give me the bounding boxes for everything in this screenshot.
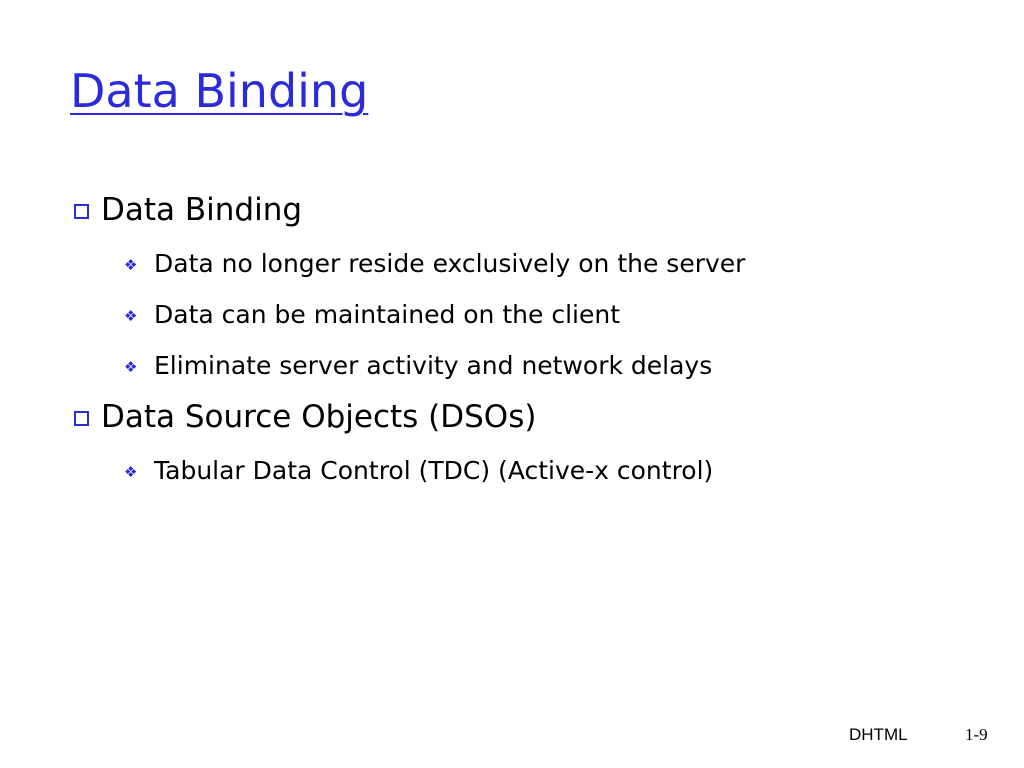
bullet-list bbox=[74, 186, 974, 496]
diamond-bullet-icon: ❖ bbox=[124, 463, 138, 481]
sub-bullet-item bbox=[124, 289, 974, 340]
sub-bullet-item bbox=[124, 445, 974, 496]
diamond-bullet-icon: ❖ bbox=[124, 307, 138, 325]
slide-title: Data Binding bbox=[70, 64, 369, 118]
sub-bullet-text: Data no longer reside exclusively on the server bbox=[154, 248, 746, 278]
bullet-item-data-binding bbox=[74, 186, 974, 234]
hollow-square-bullet-icon bbox=[74, 411, 89, 426]
sub-bullet-text: Tabular Data Control (TDC) (Active-x control) bbox=[154, 455, 714, 485]
sub-bullet-item bbox=[124, 340, 974, 391]
bullet-text: Data Binding bbox=[101, 192, 303, 228]
sub-bullet-text: Data can be maintained on the client bbox=[154, 299, 620, 329]
footer-label: DHTML bbox=[849, 725, 908, 744]
slide-number: 1-9 bbox=[965, 725, 988, 744]
hollow-square-bullet-icon bbox=[74, 204, 89, 219]
diamond-bullet-icon: ❖ bbox=[124, 256, 138, 274]
bullet-text: Data Source Objects (DSOs) bbox=[101, 399, 537, 435]
sub-bullet-text: Eliminate server activity and network delays bbox=[154, 350, 713, 380]
diamond-bullet-icon: ❖ bbox=[124, 358, 138, 376]
bullet-item-data-source-objects bbox=[74, 393, 974, 441]
sub-bullet-item bbox=[124, 238, 974, 289]
